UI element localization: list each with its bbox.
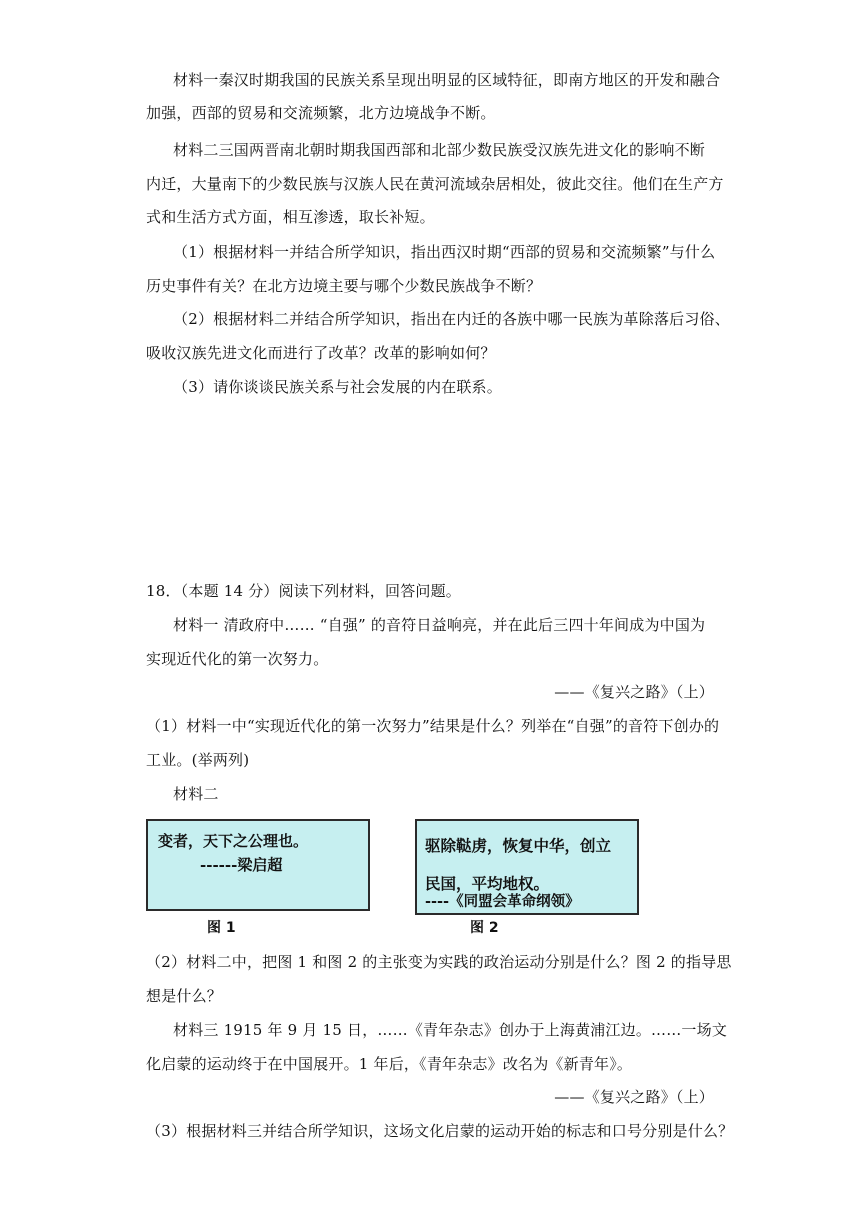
q18-question-1-line-2: 工业。(举两列) xyxy=(146,751,250,769)
figure-2-caption: 图 2 xyxy=(470,920,499,936)
figure-1-author: ------梁启超 xyxy=(200,856,283,874)
material-2-line-1: 材料二三国两晋南北朝时期我国西部和北部少数民族受汉族先进文化的影响不断 xyxy=(173,141,706,159)
material-1-line-1: 材料一秦汉时期我国的民族关系呈现出明显的区域特征，即南方地区的开发和融合 xyxy=(173,71,721,89)
question-3-line-1: （3）请你谈谈民族关系与社会发展的内在联系。 xyxy=(173,378,502,396)
material-2-line-3: 式和生活方式方面，相互渗透，取长补短。 xyxy=(146,208,435,226)
q18-material-3-source: ——《复兴之路》（上） xyxy=(554,1088,714,1106)
figure-1-caption: 图 1 xyxy=(207,920,236,936)
material-1-line-2: 加强，西部的贸易和交流频繁，北方边境战争不断。 xyxy=(146,104,496,122)
q18-material-3-line-1: 材料三 1915 年 9 月 15 日，……《青年杂志》创办于上海黄浦江边。……一场文 xyxy=(173,1021,728,1039)
question-1-line-2: 历史事件有关？在北方边境主要与哪个少数民族战争不断？ xyxy=(146,277,542,295)
q18-material-1-source: ——《复兴之路》（上） xyxy=(554,683,714,701)
q18-material-1-line-2: 实现近代化的第一次努力。 xyxy=(146,650,329,668)
q18-material-3-line-2: 化启蒙的运动终于在中国展开。1 年后，《青年杂志》改名为《新青年》。 xyxy=(146,1055,633,1073)
material-2-line-2: 内迁，大量南下的少数民族与汉族人民在黄河流域杂居相处，彼此交往。他们在生产方 xyxy=(146,175,724,193)
q18-material-2-label: 材料二 xyxy=(173,785,219,803)
q18-question-2-line-1: （2）材料二中，把图 1 和图 2 的主张变为实践的政治运动分别是什么？图 2 的指导思 xyxy=(146,953,732,971)
figure-1-box xyxy=(146,819,370,911)
question-2-line-1: （2）根据材料二并结合所学知识，指出在内迁的各族中哪一民族为革除落后习俗、 xyxy=(173,310,730,328)
q18-material-1-line-1: 材料一 清政府中…… “自强” 的音符日益响亮，并在此后三四十年间成为中国为 xyxy=(173,616,706,634)
figure-2-source: ----《同盟会革命纲领》 xyxy=(425,893,580,910)
figure-2-line-1: 驱除鞑虏，恢复中华，创立 xyxy=(425,836,612,855)
q18-question-2-line-2: 想是什么？ xyxy=(146,987,223,1005)
q18-question-1-line-1: （1）材料一中“实现近代化的第一次努力”结果是什么？列举在“自强”的音符下创办的 xyxy=(146,717,720,735)
figure-2-line-2: 民国，平均地权。 xyxy=(425,874,550,893)
question-2-line-2: 吸收汉族先进文化而进行了改革？改革的影响如何？ xyxy=(146,344,496,362)
question-1-line-1: （1）根据材料一并结合所学知识，指出西汉时期“西部的贸易和交流频繁”与什么 xyxy=(173,243,716,261)
figure-1-quote: 变者，天下之公理也。 xyxy=(158,832,309,850)
q18-question-3-line-1: （3）根据材料三并结合所学知识，这场文化启蒙的运动开始的标志和口号分别是什么？ xyxy=(146,1122,734,1140)
figure-2-box xyxy=(415,819,639,915)
question-18-heading: 18．（本题 14 分）阅读下列材料，回答问题。 xyxy=(146,582,462,600)
